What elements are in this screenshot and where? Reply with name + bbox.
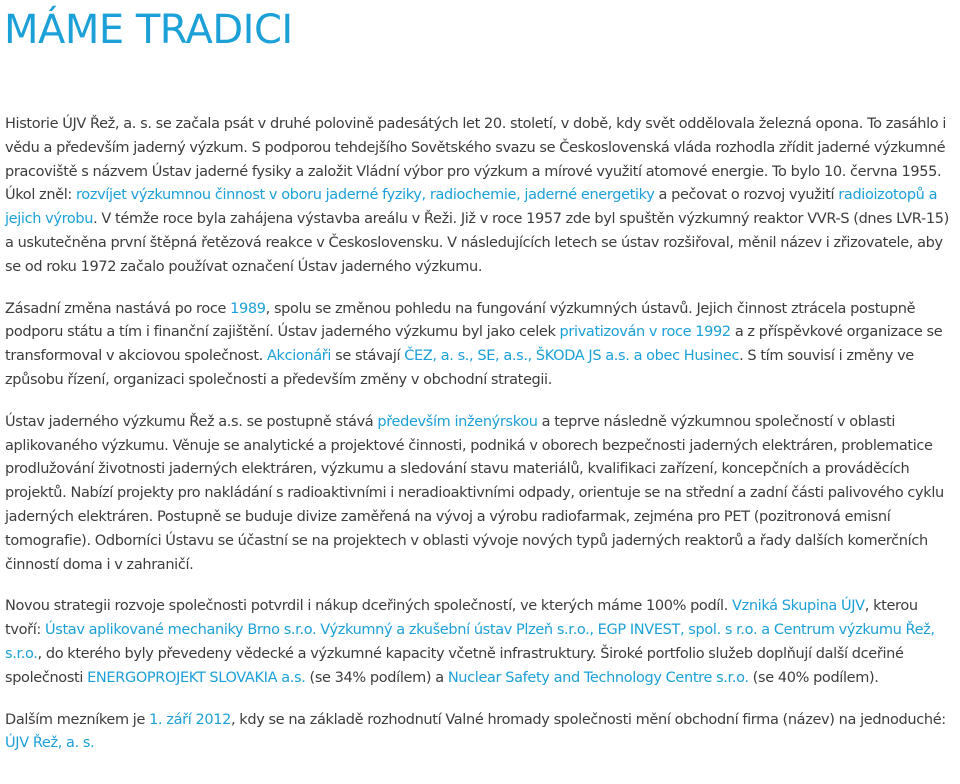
text-segment: a pečovat o rozvoj využití [654,187,839,204]
text-segment: (se 40% podílem). [748,669,879,686]
text-segment: , kterou tvoří: [5,598,918,639]
highlight-company-name: ÚJV Řež, a. s. [5,735,95,752]
paragraph-engineering [5,411,955,578]
text-segment: a z příspěvkové organizace se transformoval v akciovou společnost. [5,324,943,365]
highlight-privatization: privatizován v roce 1992 [559,324,731,341]
text-segment: , kdy se na základě rozhodnutí Valné hromady společnosti mění obchodní firma (název) na jednoduché: [230,711,946,728]
article-body [5,113,955,774]
highlight-nstc: Nuclear Safety and Technology Centre s.r.o. [447,669,749,686]
highlight-date: 1. září 2012 [149,711,231,728]
text-segment: Dalším mezníkem je [5,711,150,728]
text-segment: se stávají [331,348,405,365]
text-segment: . V témže roce byla zahájena výstavba areálu v Řeži. Již v roce 1957 zde byl spuštěn výzkumný reaktor VVR-S (dnes LVR-15) a uskutečněna první štěpná řetězová reakce v Československu. V následujících letech se ústav rozšiřoval, měnil název i zřizovatele, aby se od roku 1972 začalo používat označení Ústav jaderného výzkumu. [5,211,949,275]
highlight-engineering: především inženýrskou [377,413,538,430]
text-segment: Historie ÚJV Řež, a. s. se začala psát v druhé polovině padesátých let 20. století, v době, kdy svět oddělovala železná opona. To zasáhlo i vědu a především jaderný výzkum. S podporou tehdejšího Sovětského svazu se Československá vláda rozhodla zřídit jaderné výzkumné pracoviště s názvem Ústav jaderné fysiky a založit Vládní výbor pro výzkum a mírové využití atomové energie. To bylo 10. června 1955. Úkol zněl: [5,116,947,204]
text-segment: , spolu se změnou pohledu na fungování výzkumných ústavů. Jejich činnost ztrácela postupně podporu státu a tím i finanční zajištění. Ústav jaderného výzkumu byl jako celek [5,300,916,341]
text-segment: Zásadní změna nastává po roce [5,300,231,317]
text-segment: . S tím souvisí i změny ve způsobu řízení, organizaci společnosti a především změny v obchodní strategii. [5,348,914,388]
highlight-research-fields: rozvíjet výzkumnou činnost v oboru jaderné fyziky, radiochemie, jaderné energetiky [76,187,655,204]
paragraph-milestone [5,709,955,757]
text-segment: a teprve následně výzkumnou společností v oblasti aplikovaného výzkumu. Věnuje se analytické a projektové činnosti, podniká v oborech bezpečnosti jaderných elektráren, problematice prodlužování životnosti jaderných elektráren, výzkumu a sledování stavu materiálů, kvalifikaci zařízení, koncepčních a prováděcích projektů. Nabízí projekty pro nakládání s radioaktivními i neradioaktivními odpady, orientuje se na střední a zadní části palivového cyklu jaderných elektráren. Postupně se buduje divize zaměřená na vývoj a výrobu radiofarmak, zejména pro PET (pozitronová emisní tomografie). Odborníci Ústavu se účastní se na projektech v oblasti vývoje nových typů jaderných reaktorů a řady dalších komerčních činností doma i v zahraničí. [5,413,944,573]
highlight-subsidiary-list: Ústav aplikované mechaniky Brno s.r.o. Výzkumný a zkušební ústav Plzeň s.r.o., EGP INVEST, spol. s r.o. a Centrum výzkumu Řež, s.r.o. [5,622,935,662]
text-segment: Novou strategii rozvoje společnosti potvrdil i nákup dceřiných společností, ve kterých máme 100% podíl. [5,598,732,615]
highlight-group: Vzniká Skupina ÚJV [732,598,865,615]
paragraph-1989-change [5,298,955,393]
highlight-shareholder-list: ČEZ, a. s., SE, a.s., ŠKODA JS a.s. a obec Husinec [404,348,740,365]
paragraph-history [5,113,955,280]
text-segment: Ústav jaderného výzkumu Řež a.s. se postupně stává [5,413,378,430]
text-segment: (se 34% podílem) a [305,669,448,686]
highlight-shareholders: Akcionáři [266,348,332,365]
highlight-energoprojekt: ENERGOPROJEKT SLOVAKIA a.s. [87,669,306,686]
paragraph-subsidiaries [5,595,955,690]
highlight-radioisotopes: radioizotopů a jejich výrobu [5,187,938,228]
page-title: MÁME TRADICI [4,7,293,53]
text-segment: , do kterého byly převedeny vědecké a výzkumné kapacity včetně infrastruktury. Široké portfolio služeb doplňují další dceřiné společnosti [5,645,904,686]
highlight-1989: 1989 [230,300,266,317]
